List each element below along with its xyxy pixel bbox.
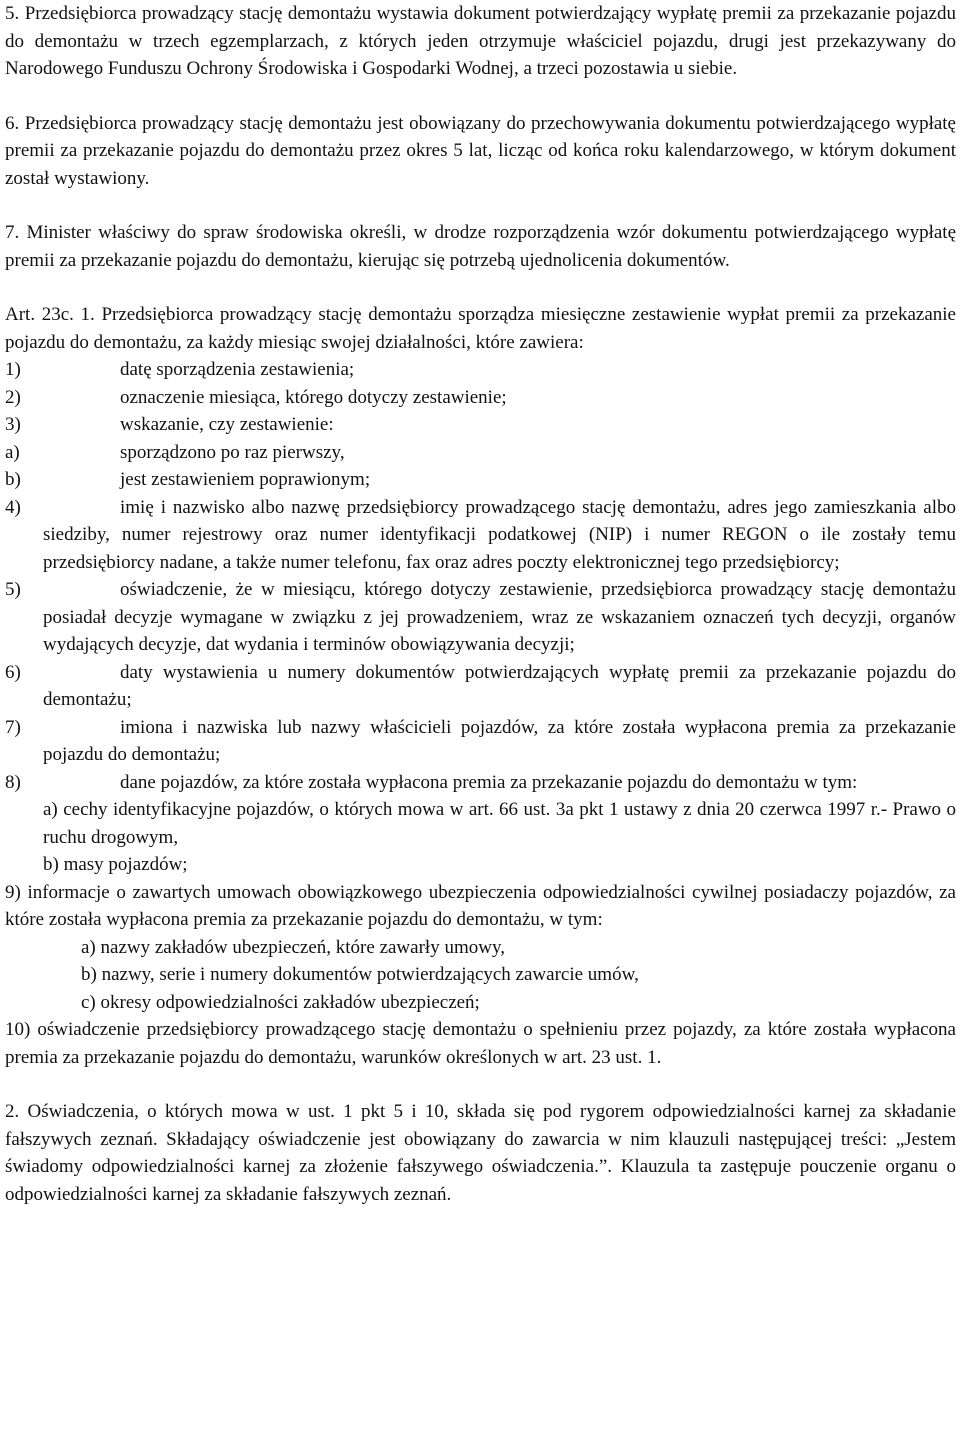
- item-number: b): [5, 469, 21, 490]
- item-number: 7): [5, 716, 21, 738]
- item-number: 3): [5, 414, 21, 435]
- list-item: [5, 769, 956, 797]
- item-text: oznaczenie miesiąca, którego dotyczy zestawienie;: [120, 386, 507, 408]
- paragraph-7: 7. Minister właściwy do spraw środowiska określi, w drodze rozporządzenia wzór dokumentu potwierdzającego wypłatę premii za przekazanie pojazdu do demontażu, kierując się potrzebą ujednolicenia dokumentów.: [5, 222, 956, 271]
- item-text: daty wystawienia u numery dokumentów potwierdzających wypłatę premii za przekazanie pojazdu do demontażu;: [43, 661, 956, 710]
- list-item: [5, 576, 956, 659]
- item-number: 1): [5, 359, 21, 380]
- item-text: wskazanie, czy zestawienie:: [120, 414, 334, 435]
- item-text: datę sporządzenia zestawienia;: [120, 359, 355, 380]
- item-text: dane pojazdów, za które została wypłacona premia za przekazanie pojazdu do demontażu w tym:: [120, 771, 858, 793]
- list-item: [5, 494, 956, 577]
- list-item: [5, 356, 956, 384]
- item-text: imię i nazwisko albo nazwę przedsiębiorcy prowadzącego stację demontażu, adres jego zamieszkania albo siedziby, numer rejestrowy oraz numer identyfikacji podatkowej (NIP) i numer REGON o ile zostały temu przedsiębiorcy nadane, a także numer telefonu, fax oraz adres poczty elektronicznej tego przedsiębiorcy;: [43, 496, 956, 573]
- list-item: [5, 384, 956, 412]
- sub-item-9b: b) nazwy, serie i numery dokumentów potwierdzających zawarcie umów,: [81, 964, 639, 985]
- list-item: [5, 411, 956, 439]
- item-number: 4): [5, 496, 21, 518]
- sub-item-9c: c) okresy odpowiedzialności zakładów ubezpieczeń;: [81, 991, 480, 1013]
- list-item: [5, 659, 956, 714]
- item-text: imiona i nazwiska lub nazwy właścicieli pojazdów, za które została wypłacona premia za przekazanie pojazdu do demontażu;: [43, 716, 956, 765]
- sub-item-8a: a) cechy identyfikacyjne pojazdów, o których mowa w art. 66 ust. 3a pkt 1 ustawy z dnia 20 czerwca 1997 r.- Prawo o ruchu drogowym,: [43, 799, 956, 848]
- item-number: 8): [5, 771, 21, 793]
- item-number: 6): [5, 661, 21, 683]
- item-text: jest zestawieniem poprawionym;: [120, 469, 371, 490]
- sub-item-8b: b) masy pojazdów;: [43, 854, 188, 875]
- sub-item-9a: a) nazwy zakładów ubezpieczeń, które zawarły umowy,: [81, 936, 505, 958]
- item-number: a): [5, 441, 20, 463]
- list-item-9: 9) informacje o zawartych umowach obowiązkowego ubezpieczenia odpowiedzialności cywilnej posiadaczy pojazdów, za które została wypłacona premia za przekazanie pojazdu do demontażu, w tym:: [5, 881, 956, 930]
- list-item: [5, 439, 956, 467]
- item-text: oświadczenie, że w miesiącu, którego dotyczy zestawienie, przedsiębiorca prowadzący stację demontażu posiadał decyzje wymagane w związku z jej prowadzeniem, wraz ze wskazaniem oznaczeń tych decyzji, organów wydających decyzje, dat wydania i terminów obowiązywania decyzji;: [43, 579, 956, 655]
- article-23c-intro: Art. 23c. 1. Przedsiębiorca prowadzący stację demontażu sporządza miesięczne zestawienie wypłat premii za przekazanie pojazdu do demontażu, za każdy miesiąc swojej działalności, które zawiera:: [5, 304, 956, 353]
- list-item-10: 10) oświadczenie przedsiębiorcy prowadzącego stację demontażu o spełnieniu przez pojazdy, za które została wypłacona premia za przekazanie pojazdu do demontażu, warunków określonych w art. 23 ust. 1.: [5, 1019, 956, 1068]
- paragraph-5: 5. Przedsiębiorca prowadzący stację demontażu wystawia dokument potwierdzający wypłatę premii za przekazanie pojazdu do demontażu w trzech egzemplarzach, z których jeden otrzymuje właściciel pojazdu, drugi jest przekazywany do Narodowego Funduszu Ochrony Środowiska i Gospodarki Wodnej, a trzeci pozostawia u siebie.: [5, 3, 956, 79]
- paragraph-6: 6. Przedsiębiorca prowadzący stację demontażu jest obowiązany do przechowywania dokumentu potwierdzającego wypłatę premii za przekazanie pojazdu do demontażu przez okres 5 lat, licząc od końca roku kalendarzowego, w którym dokument został wystawiony.: [5, 112, 956, 189]
- item-text: sporządzono po raz pierwszy,: [120, 441, 345, 463]
- list-item: [5, 466, 956, 494]
- paragraph-2: 2. Oświadczenia, o których mowa w ust. 1 pkt 5 i 10, składa się pod rygorem odpowiedzialności karnej za składanie fałszywych zeznań. Składający oświadczenie jest obowiązany do zawarcia w nim klauzuli następującej treści: „Jestem świadomy odpowiedzialności karnej za złożenie fałszywego oświadczenia.”. Klauzula ta zastępuje pouczenie organu o odpowiedzialności karnej za składanie fałszywych zeznań.: [5, 1101, 956, 1205]
- item-number: 5): [5, 579, 21, 600]
- item-number: 2): [5, 386, 21, 408]
- list-item: [5, 714, 956, 769]
